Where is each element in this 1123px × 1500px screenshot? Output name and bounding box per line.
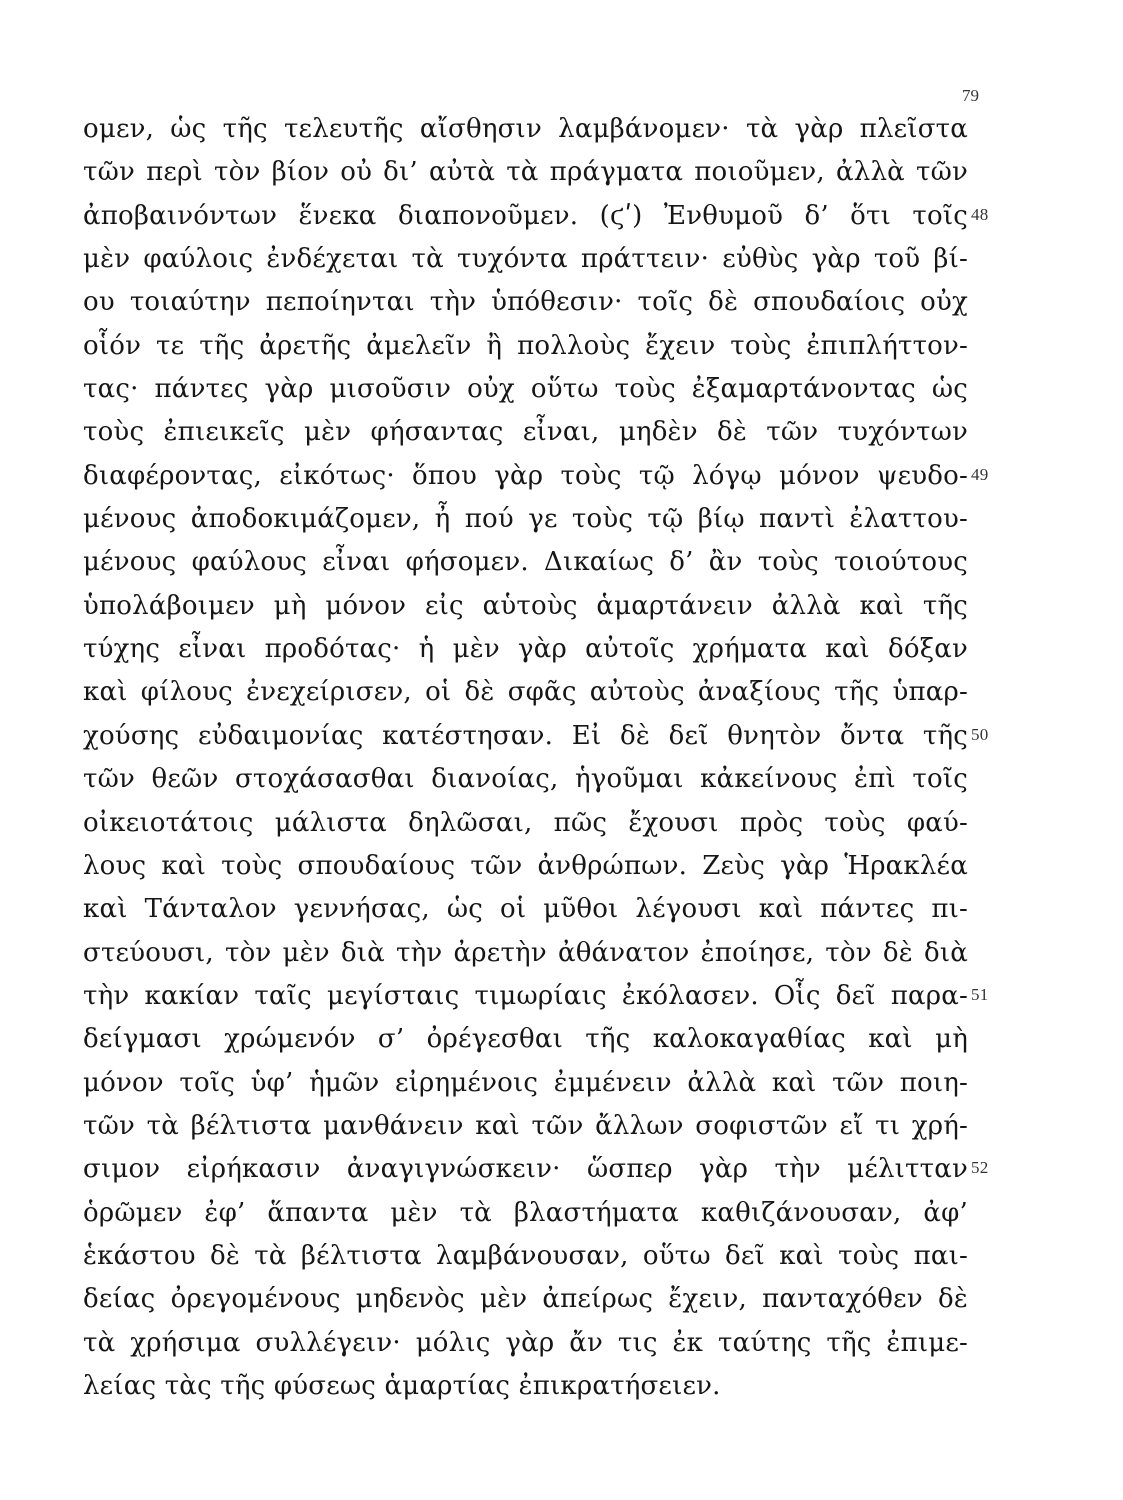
line-text: τύχης εἶναι προδότας· ἡ μὲν γὰρ αὐτοῖς χρήματα καὶ δόξαν: [83, 634, 968, 665]
text-line: [83, 108, 983, 151]
text-line: [83, 368, 983, 411]
section-number: 50: [971, 724, 989, 744]
line-text: οἷόν τε τῆς ἀρετῆς ἀμελεῖν ἢ πολλοὺς ἔχειν τοὺς ἐπιπλήττον-: [83, 330, 968, 361]
text-line: [83, 1235, 983, 1278]
line-text: μένους ἀποδοκιμάζομεν, ἦ πού γε τοὺς τῷ βίῳ παντὶ ἐλαττου-: [83, 504, 968, 535]
line-text: τὴν κακίαν ταῖς μεγίσταις τιμωρίαις ἐκόλασεν. Οἷς δεῖ παρα-: [83, 980, 968, 1011]
line-text: μὲν φαύλοις ἐνδέχεται τὰ τυχόντα πράττειν· εὐθὺς γὰρ τοῦ βί-: [83, 244, 968, 275]
line-text: τῶν περὶ τὸν βίον οὐ δι’ αὐτὰ τὰ πράγματα ποιοῦμεν, ἀλλὰ τῶν: [83, 157, 968, 188]
text-line: [83, 1062, 983, 1105]
line-text: χούσης εὐδαιμονίας κατέστησαν. Εἰ δὲ δεῖ θνητὸν ὄντα τῆς: [83, 720, 968, 751]
text-line: [83, 1365, 983, 1408]
line-text: διαφέροντας, εἰκότως· ὅπου γὰρ τοὺς τῷ λόγῳ μόνον ψευδο-: [83, 460, 968, 491]
line-text: οἰκειοτάτοις μάλιστα δηλῶσαι, πῶς ἔχουσι πρὸς τοὺς φαύ-: [83, 807, 968, 838]
text-line: [83, 151, 983, 194]
section-number: 49: [971, 464, 989, 484]
line-text: τας· πάντες γὰρ μισοῦσιν οὐχ οὕτω τοὺς ἐξαμαρτάνοντας ὡς: [83, 374, 968, 405]
text-line: [83, 845, 983, 888]
line-text: τῶν τὰ βέλτιστα μανθάνειν καὶ τῶν ἄλλων σοφιστῶν εἴ τι χρή-: [83, 1110, 968, 1141]
line-text: τῶν θεῶν στοχάσασθαι διανοίας, ἡγοῦμαι κἀκείνους ἐπὶ τοῖς: [83, 764, 968, 795]
line-text: ὁρῶμεν ἐφ’ ἅπαντα μὲν τὰ βλαστήματα καθιζάνουσαν, ἀφ’: [83, 1197, 968, 1228]
text-line: [83, 585, 983, 628]
line-text: ἑκάστου δὲ τὰ βέλτιστα λαμβάνουσαν, οὕτω δεῖ καὶ τοὺς παι-: [83, 1240, 968, 1271]
line-text: δείας ὀρεγομένους μηδενὸς μὲν ἀπείρως ἔχειν, πανταχόθεν δὲ: [83, 1284, 968, 1315]
line-text: καὶ φίλους ἐνεχείρισεν, οἱ δὲ σφᾶς αὐτοὺς ἀναξίους τῆς ὑπαρ-: [83, 677, 968, 708]
text-line: [83, 1278, 983, 1321]
line-text: ὑπολάβοιμεν μὴ μόνον εἰς αὑτοὺς ἁμαρτάνειν ἀλλὰ καὶ τῆς: [83, 590, 968, 621]
text-line: [83, 758, 983, 801]
text-line: [83, 455, 989, 498]
text-line: [83, 195, 989, 238]
section-number: 48: [971, 204, 989, 224]
line-text: μόνον τοῖς ὑφ’ ἡμῶν εἰρημένοις ἐμμένειν ἀλλὰ καὶ τῶν ποιη-: [83, 1067, 968, 1098]
section-number: 52: [971, 1158, 989, 1178]
text-line: [83, 975, 989, 1018]
line-text: δείγμασι χρώμενόν σ’ ὀρέγεσθαι τῆς καλοκαγαθίας καὶ μὴ: [83, 1024, 968, 1055]
text-body: [83, 108, 989, 1408]
line-text: λους καὶ τοὺς σπουδαίους τῶν ἀνθρώπων. Ζεὺς γὰρ Ἡρακλέα: [83, 850, 968, 881]
text-line: [83, 325, 983, 368]
line-text: τοὺς ἐπιεικεῖς μὲν φήσαντας εἶναι, μηδὲν δὲ τῶν τυχόντων: [83, 417, 968, 448]
text-line: [83, 1148, 989, 1191]
text-line: [83, 932, 983, 975]
text-line: [83, 281, 983, 324]
line-text: ἀποβαινόντων ἕνεκα διαπονοῦμεν. (ϛʹ) Ἐνθυμοῦ δ’ ὅτι τοῖς: [83, 200, 968, 231]
text-line: [83, 1105, 983, 1148]
text-line: [83, 802, 983, 845]
line-text: λείας τὰς τῆς φύσεως ἁμαρτίας ἐπικρατήσειεν.: [83, 1370, 721, 1401]
text-line: [83, 888, 983, 931]
text-line: [83, 541, 983, 584]
text-line: [83, 671, 983, 714]
line-text: τὰ χρήσιμα συλλέγειν· μόλις γὰρ ἄν τις ἐκ ταύτης τῆς ἐπιμε-: [83, 1327, 968, 1358]
line-text: ου τοιαύτην πεποίηνται τὴν ὑπόθεσιν· τοῖς δὲ σπουδαίοις οὐχ: [83, 287, 968, 318]
line-text: σιμον εἰρήκασιν ἀναγιγνώσκειν· ὥσπερ γὰρ τὴν μέλιτταν: [83, 1154, 968, 1185]
text-line: [83, 238, 983, 281]
line-text: στεύουσι, τὸν μὲν διὰ τὴν ἀρετὴν ἀθάνατον ἐποίησε, τὸν δὲ διὰ: [83, 937, 968, 968]
line-text: καὶ Τάνταλον γεννήσας, ὡς οἱ μῦθοι λέγουσι καὶ πάντες πι-: [83, 894, 968, 925]
text-line: [83, 628, 983, 671]
text-line: [83, 411, 983, 454]
section-number: 51: [971, 984, 989, 1004]
text-line: [83, 498, 983, 541]
text-line: [83, 1018, 983, 1061]
page-number: 79: [962, 86, 979, 105]
text-line: [83, 1322, 983, 1365]
text-line: [83, 1192, 983, 1235]
line-text: ομεν, ὡς τῆς τελευτῆς αἴσθησιν λαμβάνομεν· τὰ γὰρ πλεῖστα: [83, 114, 968, 144]
text-line: [83, 715, 989, 758]
line-text: μένους φαύλους εἶναι φήσομεν. Δικαίως δ’ ἂν τοὺς τοιούτους: [83, 547, 968, 578]
